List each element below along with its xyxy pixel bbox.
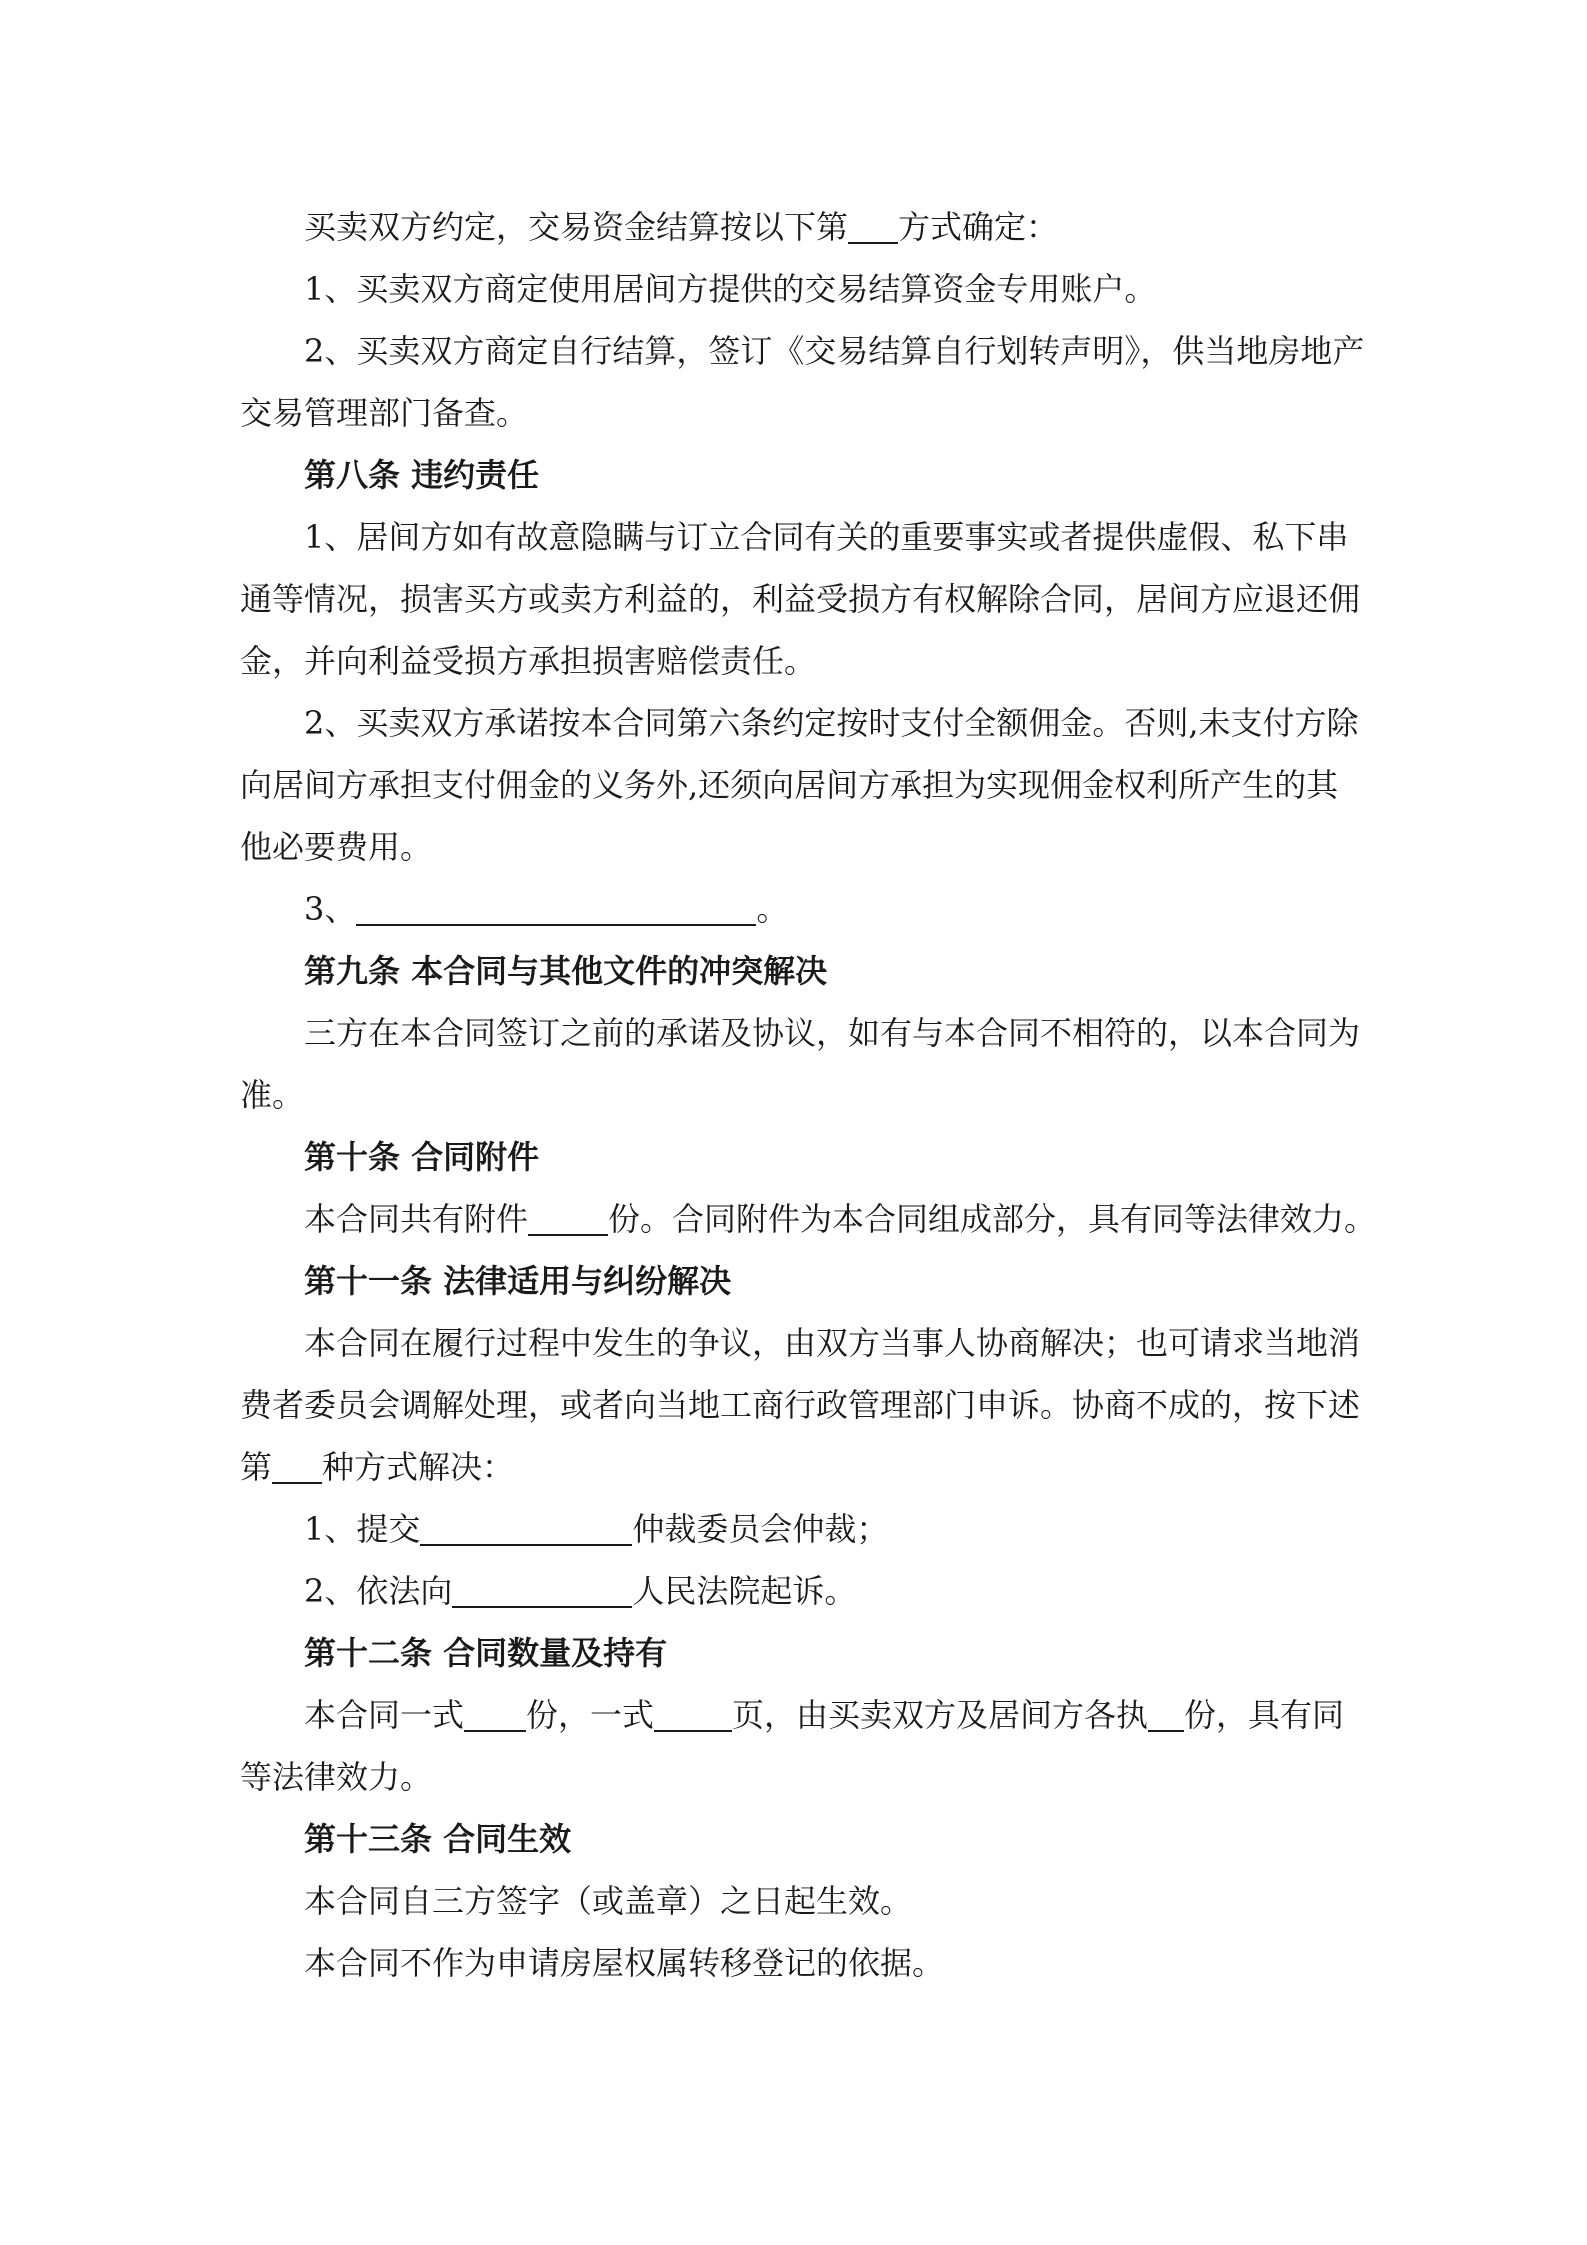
settlement-intro bbox=[240, 196, 1350, 258]
settlement-intro-text-2: 方式确定： bbox=[898, 208, 1059, 246]
article-12-text-c: 页，由买卖双方及居间方各执 bbox=[732, 1696, 1149, 1734]
article-13-title: 第十三条 合同生效 bbox=[304, 1820, 572, 1858]
article-12-text-a: 本合同一式 bbox=[304, 1696, 465, 1734]
arbitration-committee-blank[interactable] bbox=[420, 1510, 632, 1546]
article-11-line-2: 费者委员会调解处理，或者向当地工商行政管理部门申诉。协商不成的，按下述 bbox=[240, 1386, 1361, 1424]
article-11-line-3 bbox=[240, 1436, 1350, 1498]
article-11-option-2-text-2: 人民法院起诉。 bbox=[632, 1572, 857, 1610]
article-8-item-3-end: 。 bbox=[756, 890, 789, 928]
article-8-item-3-number: 3、 bbox=[304, 890, 357, 928]
article-8-p1-line-3: 金，并向利益受损方承担损害赔偿责任。 bbox=[240, 642, 817, 680]
article-8-title: 第八条 违约责任 bbox=[304, 456, 540, 494]
article-11-option-1-text-2: 仲裁委员会仲裁； bbox=[632, 1510, 889, 1548]
article-11-line-3-text: 第 bbox=[240, 1448, 273, 1486]
article-9-title: 第九条 本合同与其他文件的冲突解决 bbox=[304, 952, 828, 990]
dispute-method-blank[interactable] bbox=[272, 1448, 322, 1484]
article-11-option-1-text: 1、提交 bbox=[304, 1510, 421, 1548]
article-12-line-2: 等法律效力。 bbox=[240, 1758, 433, 1796]
article-12-title: 第十二条 合同数量及持有 bbox=[304, 1634, 668, 1672]
article-8-p2-line-2: 向居间方承担支付佣金的义务外,还须向居间方承担为实现佣金权利所产生的其 bbox=[240, 766, 1339, 804]
each-party-copies-blank[interactable] bbox=[1148, 1696, 1184, 1732]
settlement-method-blank[interactable] bbox=[848, 208, 898, 244]
court-name-blank[interactable] bbox=[452, 1572, 632, 1608]
article-13-line-2: 本合同不作为申请房屋权属转移登记的依据。 bbox=[304, 1944, 945, 1982]
article-11-title: 第十一条 法律适用与纠纷解决 bbox=[304, 1262, 732, 1300]
article-13-line-1: 本合同自三方签字（或盖章）之日起生效。 bbox=[304, 1882, 913, 1920]
article-10-line bbox=[240, 1188, 1377, 1250]
document-body bbox=[240, 196, 1377, 1994]
article-12-text-b: 份，一式 bbox=[526, 1696, 655, 1734]
attachment-count-blank[interactable] bbox=[528, 1200, 608, 1236]
article-10-text: 本合同共有附件 bbox=[304, 1200, 529, 1238]
article-11-line-1: 本合同在履行过程中发生的争议，由双方当事人协商解决；也可请求当地消 bbox=[304, 1324, 1361, 1362]
article-9-line-1: 三方在本合同签订之前的承诺及协议，如有与本合同不相符的，以本合同为 bbox=[304, 1014, 1361, 1052]
settlement-option-1: 1、买卖双方商定使用居间方提供的交易结算资金专用账户。 bbox=[304, 270, 1157, 308]
article-11-line-3-text-2: 种方式解决： bbox=[322, 1448, 515, 1486]
article-12-text-d: 份，具有同 bbox=[1184, 1696, 1345, 1734]
article-11-option-2 bbox=[240, 1560, 1350, 1622]
settlement-option-2-line-2: 交易管理部门备查。 bbox=[240, 394, 529, 432]
settlement-option-2-line-1: 2、买卖双方商定自行结算，签订《交易结算自行划转声明》，供当地房地产 bbox=[304, 332, 1365, 370]
article-8-p1-line-1: 1、居间方如有故意隐瞒与订立合同有关的重要事实或者提供虚假、私下串 bbox=[304, 518, 1349, 556]
pages-count-blank[interactable] bbox=[654, 1696, 732, 1732]
article-9-line-2: 准。 bbox=[240, 1076, 305, 1114]
copies-count-blank[interactable] bbox=[464, 1696, 526, 1732]
article-8-item-3 bbox=[240, 878, 1350, 940]
settlement-intro-text: 买卖双方约定，交易资金结算按以下第 bbox=[304, 208, 849, 246]
article-8-p1-line-2: 通等情况，损害买方或卖方利益的，利益受损方有权解除合同，居间方应退还佣 bbox=[240, 580, 1361, 618]
article-10-text-2: 份。合同附件为本合同组成部分，具有同等法律效力。 bbox=[608, 1200, 1377, 1238]
article-8-p2-line-3: 他必要费用。 bbox=[240, 828, 433, 866]
article-10-title: 第十条 合同附件 bbox=[304, 1138, 540, 1176]
article-8-item-3-blank[interactable] bbox=[356, 890, 756, 926]
article-11-option-2-text: 2、依法向 bbox=[304, 1572, 453, 1610]
article-12-line-1 bbox=[240, 1684, 1350, 1746]
article-11-option-1 bbox=[240, 1498, 1350, 1560]
article-8-p2-line-1: 2、买卖双方承诺按本合同第六条约定按时支付全额佣金。否则,未支付方除 bbox=[304, 704, 1359, 742]
